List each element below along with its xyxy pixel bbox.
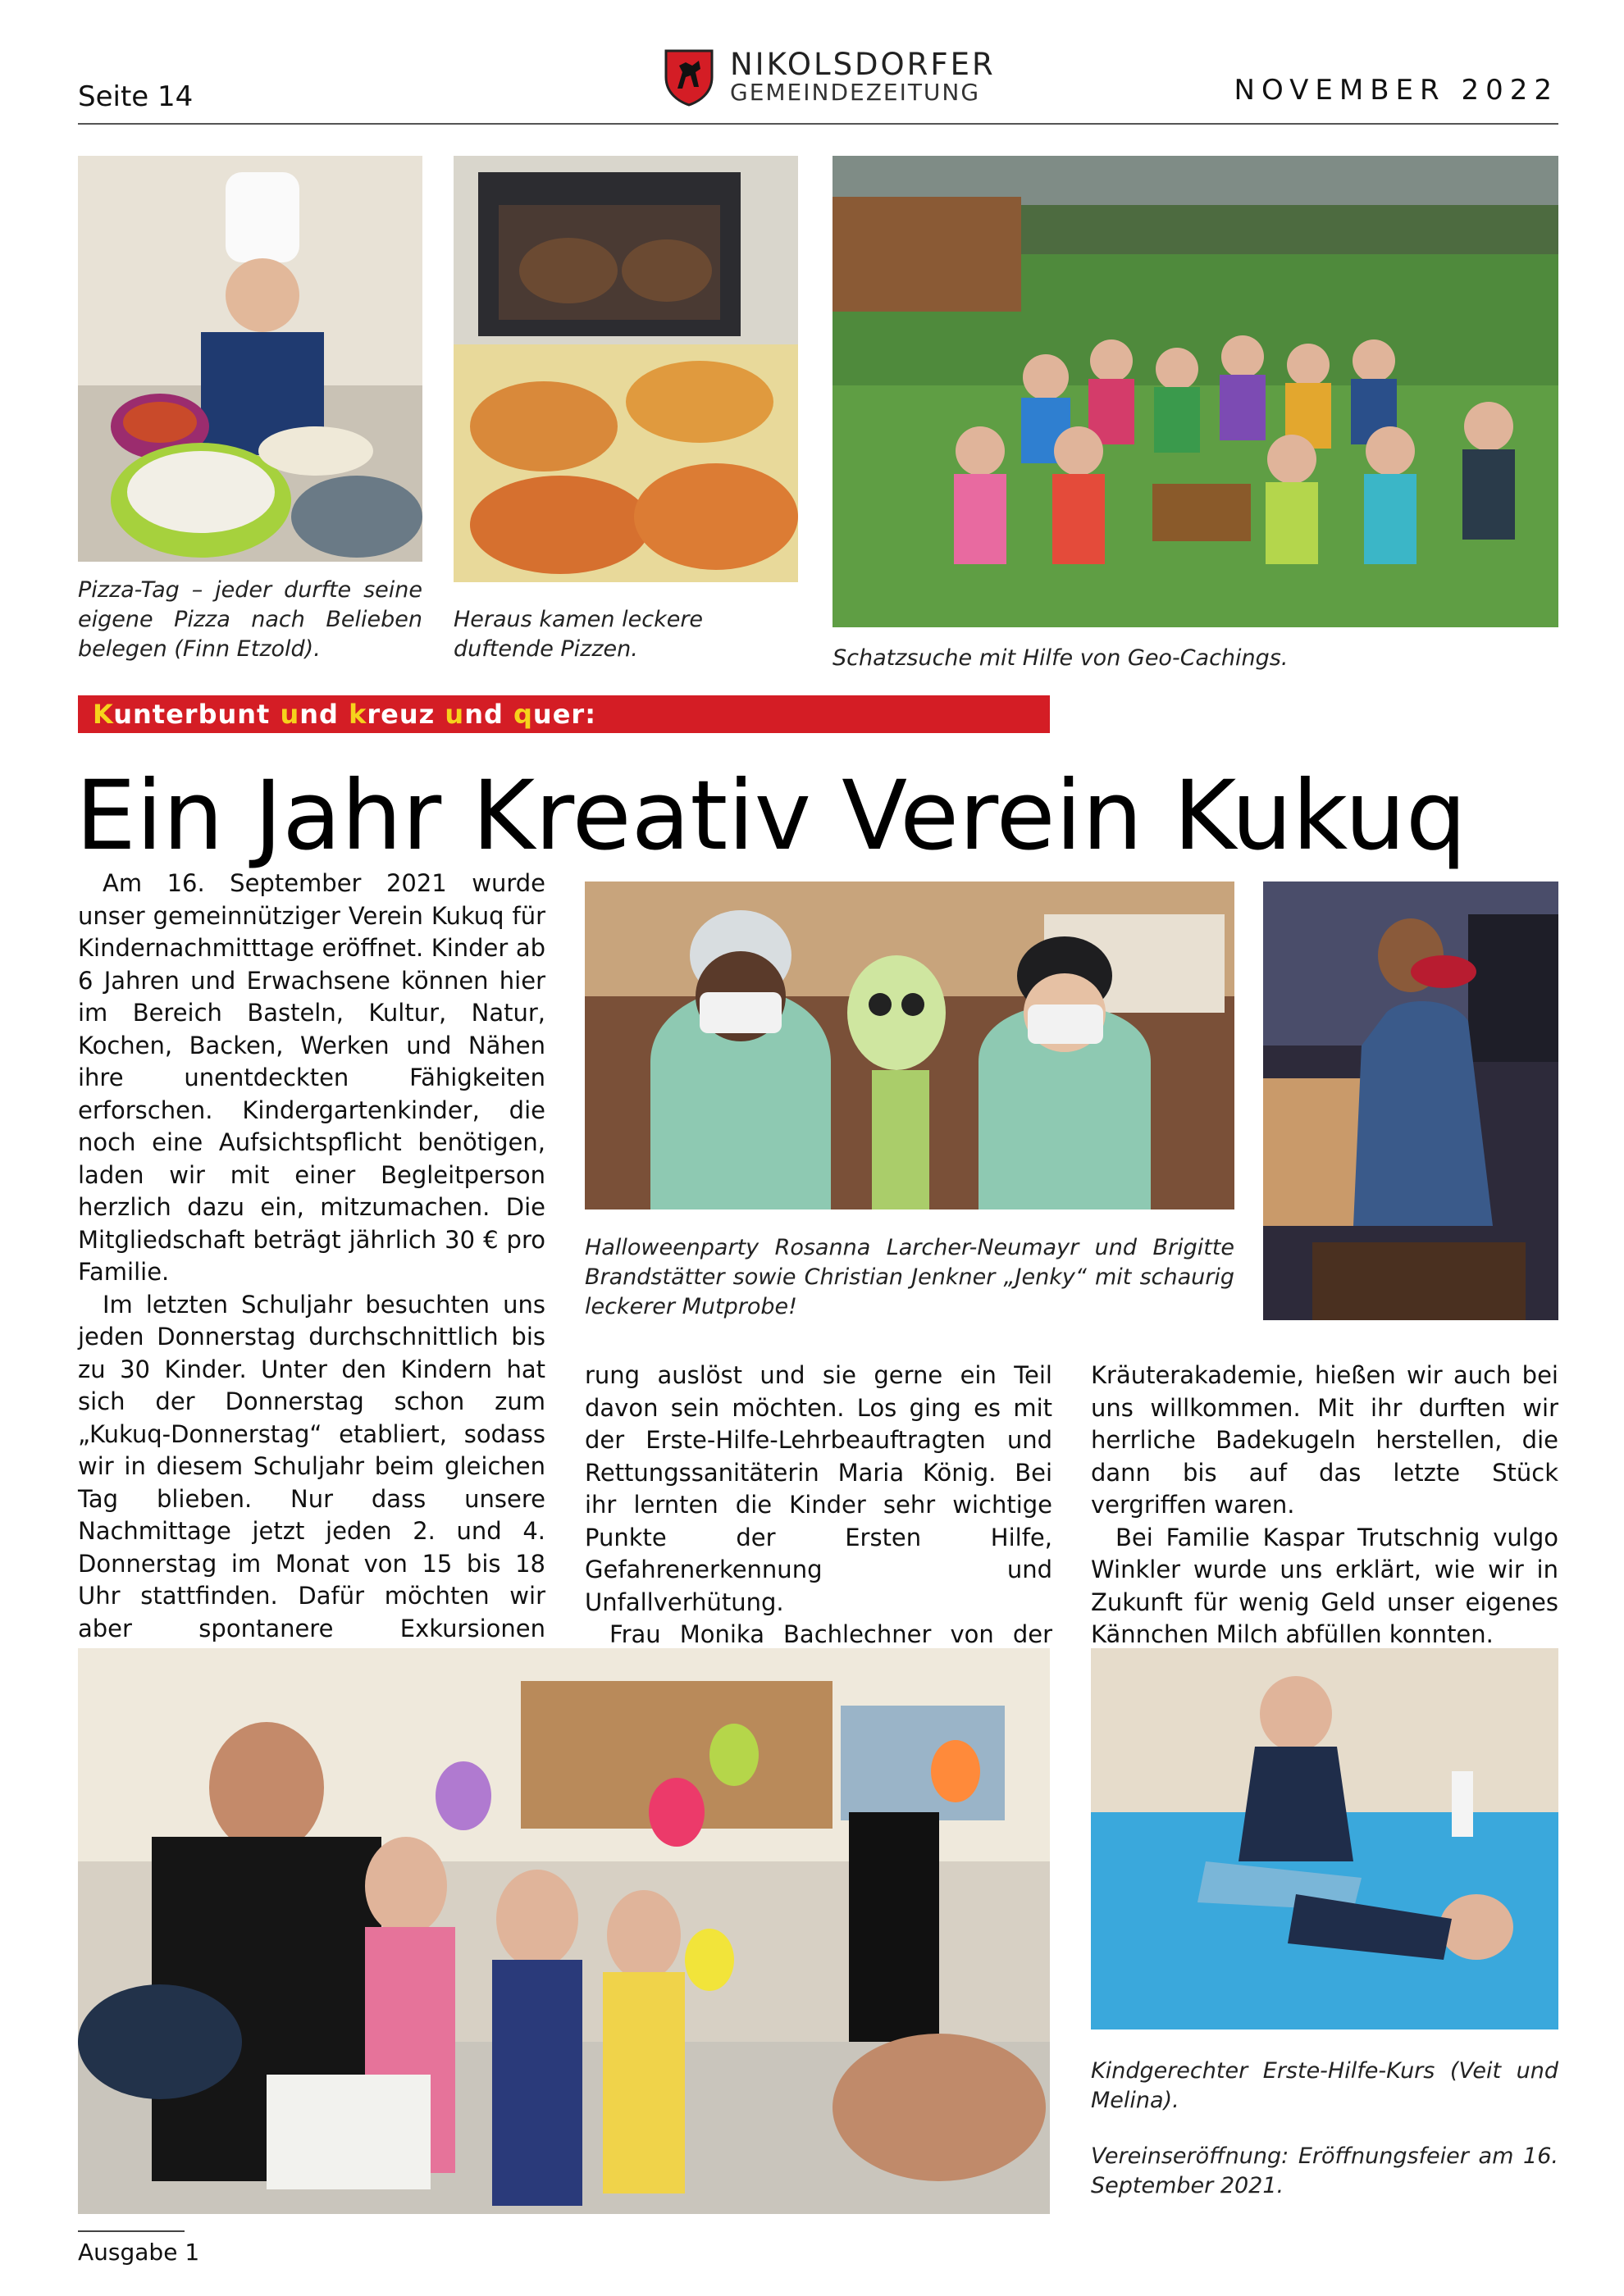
caption-treasure-hunt: Schatzsuche mit Hilfe von Geo-Cachings. <box>833 645 1289 671</box>
logo-subtitle: GEMEINDEZEITUNG <box>730 79 981 106</box>
coat-of-arms-icon <box>663 48 715 107</box>
article-paragraph: rung auslöst und sie gerne ein Teil davon sein möchten. Los ging es mit der Erste-Hilfe-Lehrbeauftragten und Rettungssanitäterin Maria König. Bei ihr lernten die Kinder sehr wichtige Punkte der Ersten Hilfe, Gefahrenerkennung und Unfallverhütung. <box>585 1361 1052 1616</box>
caption-halloween: Halloweenparty Rosanna Larcher-Neumayr und Brigitte Brandstätter sowie Christian Jenkner „Jenky“ mit schaurig leckerer Mutprobe! <box>585 1235 1234 1319</box>
photo-dare-challenge <box>1263 882 1558 1320</box>
photo-pizza-day <box>78 156 422 562</box>
caption-pizzas-out: Heraus kamen leckere duftende Pizzen. <box>454 607 704 662</box>
section-banner: Kunterbunt und kreuz und quer: <box>78 695 1050 733</box>
footer-divider <box>78 2230 185 2232</box>
article-paragraph: Am 16. September 2021 wurde unser gemeinnütziger Verein Kukuq für Kindernachmitttage eröffnet. Kinder ab 6 Jahren und Erwachsene können hier im Bereich Basteln, Kultur, Natur, Kochen, Backen, Werken und Nähen ihre unentdeckten Fähigkeiten erforschen. Kindergartenkinder, die noch eine Aufsichtspflicht benötigen, laden wir mit einer Begleitperson herzlich dazu ein, mitzumachen. Die Mitgliedschaft beträgt jährlich 30 € pro Familie. <box>78 869 545 1286</box>
article-column-2 <box>585 1360 1052 1683</box>
photo-opening-party <box>78 1648 1050 2214</box>
photo-pizzas-out <box>454 156 798 582</box>
caption-pizza-day: Pizza-Tag – jeder durfte seine eigene Pizza nach Belieben belegen (Finn Etzold). <box>78 577 422 662</box>
caption-opening-party: Vereinseröffnung: Eröffnungsfeier am 16. September 2021. <box>1091 2143 1558 2198</box>
article-headline: Ein Jahr Kreativ Verein Kukuq <box>75 759 1467 872</box>
article-paragraph: Frau Monika Bachlechner von der <box>609 1620 1052 1648</box>
photo-halloween <box>585 882 1234 1210</box>
photo-treasure-hunt <box>833 156 1558 627</box>
logo-title: NIKOLSDORFER <box>730 47 996 82</box>
header-divider <box>78 123 1558 125</box>
article-paragraph: Kräuterakademie, hießen wir auch bei uns willkommen. Mit ihr durften wir herrliche Badekugeln herstellen, die dann bis auf das letzte Stück vergriffen waren. <box>1091 1361 1558 1519</box>
edition-label: Ausgabe 1 <box>78 2239 200 2266</box>
newspaper-logo <box>663 48 996 107</box>
page-number: Seite 14 <box>78 80 194 113</box>
article-paragraph: Bei Familie Kaspar Trutschnig vulgo Winkler wurde uns erklärt, wie wir in Zukunft für wenig Geld unser eigenes Kännchen Milch abfüllen konnten. <box>1091 1523 1558 1648</box>
caption-first-aid-course: Kindgerechter Erste-Hilfe-Kurs (Veit und Melina). <box>1091 2058 1558 2113</box>
article-column-1 <box>78 868 545 1710</box>
photo-first-aid-course <box>1091 1648 1558 2029</box>
issue-date: NOVEMBER 2022 <box>1234 74 1558 107</box>
article-paragraph: Im letzten Schuljahr besuchten uns jeden Donnerstag durchschnittlich bis zu 30 Kinder. Unter den Kindern hat sich der Donnerstag schon zum „Kukuq-Donnerstag“ etabliert, sodass wir in diesem Schuljahr beim gleichen Tag blieben. Nur dass unsere Nachmittage jetzt jeden 2. und 4. Donnerstag im Monat von 15 bis 18 Uhr stattfinden. Dafür möchten wir aber spontanere Exkursionen <box>78 1290 545 1642</box>
article-column-3 <box>1091 1360 1558 1651</box>
